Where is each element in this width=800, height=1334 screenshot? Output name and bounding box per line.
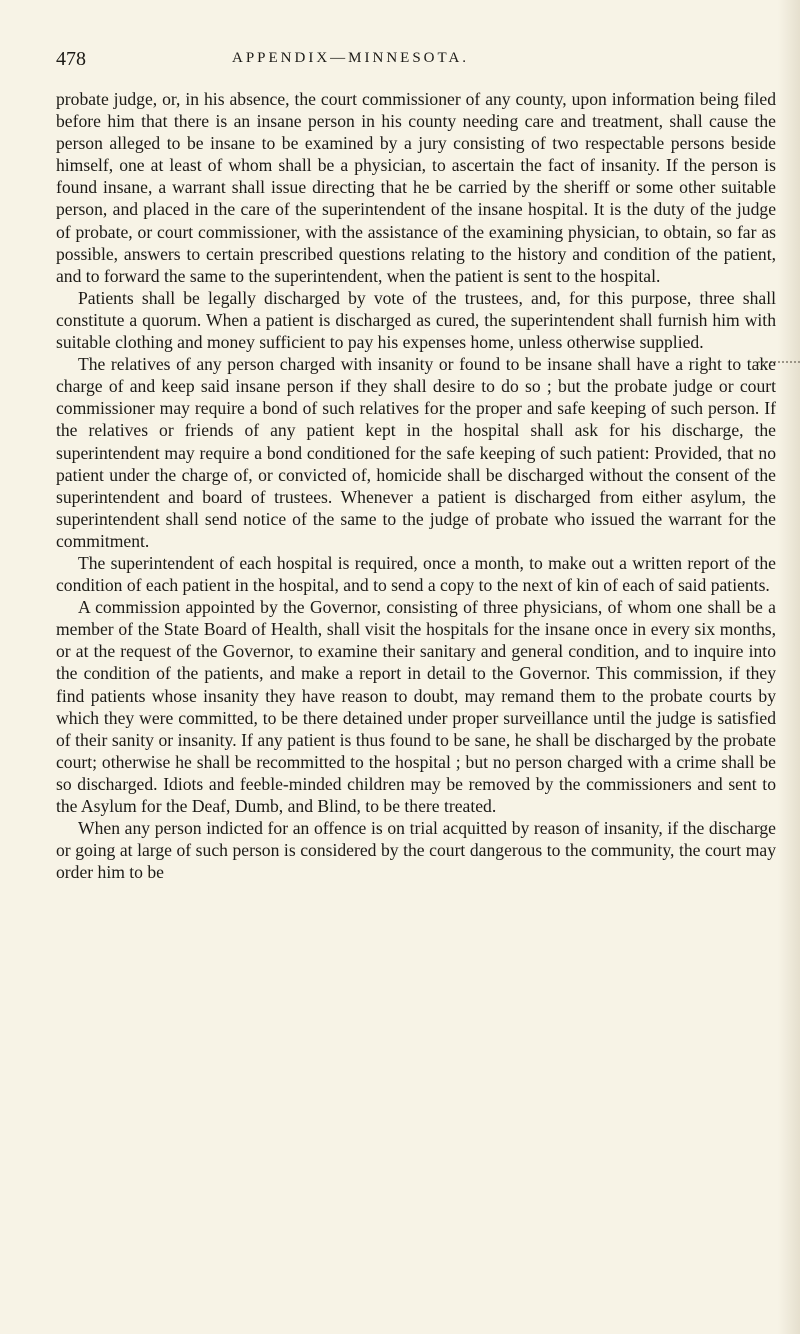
running-head: APPENDIX—MINNESOTA. [232, 50, 470, 66]
paragraph-monthly-report: The superintendent of each hospital is required, once a month, to make out a written report of the condition of each patient in the hospital, and to send a copy to the next of kin of each of said patients. [56, 552, 776, 596]
paragraph-probate-examination: probate judge, or, in his absence, the court commissioner of any county, upon information being filed before him that there is an insane person in his county needing care and treatment, shall cause the person alleged to be insane to be examined by a jury consisting of two respectable persons beside himself, one at least of whom shall be a physician, to ascertain the fact of insanity. If the person is found insane, a warrant shall issue directing that he be carried by the sheriff or some other suitable person, and placed in the care of the superintendent of the insane hospital. It is the duty of the judge of probate, or court commissioner, with the assistance of the examining physician, to obtain, so far as possible, answers to certain prescribed questions relating to the history and condition of the patient, and to forward the same to the superintendent, when the patient is sent to the hospital. [56, 89, 776, 286]
paragraph-discharge-by-trustees: Patients shall be legally discharged by vote of the trustees, and, for this purpose, three shall constitute a quorum. When a patient is discharged as cured, the superintendent shall furnish him with suitable clothing and money sufficient to pay his expenses home, unless otherwise supplied. [56, 287, 776, 353]
page-number: 478 [56, 48, 86, 70]
paragraph-governor-commission: A commission appointed by the Governor, consisting of three physicians, of whom one shall be a member of the State Board of Health, shall visit the hospitals for the insane once in every six months, or at the request of the Governor, to examine their sanitary and general condition, and to inquire into the condition of the patients, and make a report in detail to the Governor. This commission, if they find patients whose insanity they have reason to doubt, may remand them to the probate courts by which they were committed, to be there detained under proper surveillance until the judge is satisfied of their sanity or insanity. If any patient is thus found to be sane, he shall be discharged by the probate court; otherwise he shall be recommitted to the hospital ; but no person charged with a crime shall be so discharged. Idiots and feeble-minded children may be removed by the commissioners and sent to the Asylum for the Deaf, Dumb, and Blind, to be there treated. [56, 597, 776, 816]
paragraph-relatives-custody: The relatives of any person charged with insanity or found to be insane shall have a right to take charge of and keep said insane person if they shall desire to do so ; but the probate judge or court commissioner may require a bond of such relatives for the proper and safe keeping of such person. If the relatives or friends of any patient kept in the hospital shall ask for his discharge, the superintendent may require a bond conditioned for the safe keeping of such patient: Provided, that no patient under the charge of, or convicted of, homicide shall be discharged without the consent of the superintendent and board of trustees. Whenever a patient is discharged from either asylum, the superintendent shall send notice of the same to the judge of probate who issued the warrant for the commitment. [56, 354, 776, 551]
page-header [56, 48, 776, 78]
page-edge-shadow [778, 0, 800, 1334]
book-page [56, 48, 776, 883]
body-text [56, 88, 776, 883]
paragraph-acquittal-insanity: When any person indicted for an offence is on trial acquitted by reason of insanity, if the discharge or going at large of such person is considered by the court dangerous to the community, the court may order him to be [56, 818, 776, 883]
